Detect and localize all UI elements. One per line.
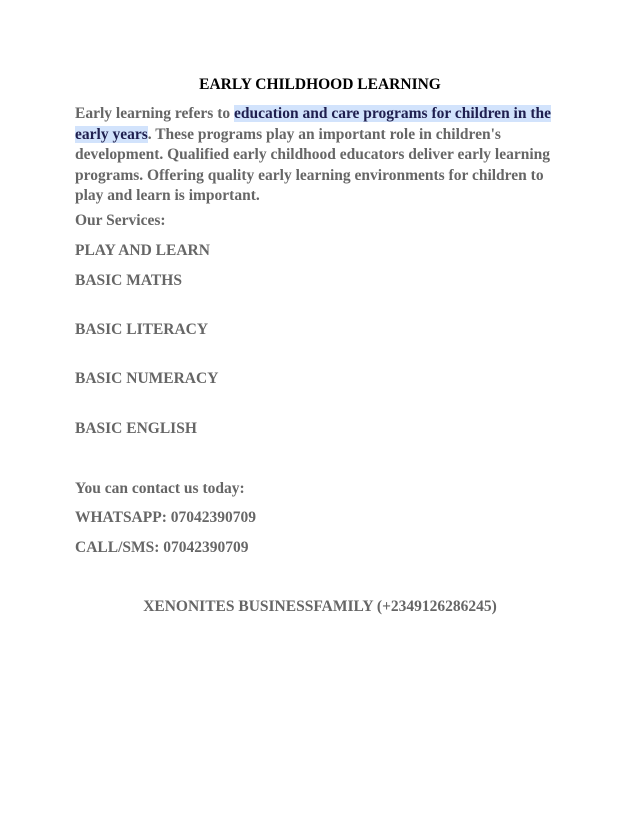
- intro-paragraph: [75, 104, 571, 207]
- contact-heading: You can contact us today:: [75, 480, 245, 497]
- service-item-basic-literacy: BASIC LITERACY: [75, 321, 209, 338]
- highlighted-text[interactable]: education and care programs for children in the early years: [75, 105, 552, 143]
- services-heading: Our Services:: [75, 212, 166, 229]
- intro-text-start: Early learning refers to: [75, 105, 234, 122]
- whatsapp-line: WHATSAPP: 07042390709: [75, 509, 256, 526]
- service-item-basic-numeracy: BASIC NUMERACY: [75, 370, 219, 387]
- footer-business-name: XENONITES BUSINESSFAMILY (+2349126286245): [143, 598, 497, 615]
- service-item-play-and-learn: PLAY AND LEARN: [75, 242, 210, 259]
- call-sms-line: CALL/SMS: 07042390709: [75, 539, 249, 556]
- document-title: EARLY CHILDHOOD LEARNING: [199, 76, 441, 93]
- service-item-basic-maths: BASIC MATHS: [75, 272, 182, 289]
- intro-text-end: . These programs play an important role in children's development. Qualified early childhood educators deliver early learning programs. Offering quality early learning environments for children to play and learn is important.: [75, 125, 551, 204]
- service-item-basic-english: BASIC ENGLISH: [75, 420, 197, 437]
